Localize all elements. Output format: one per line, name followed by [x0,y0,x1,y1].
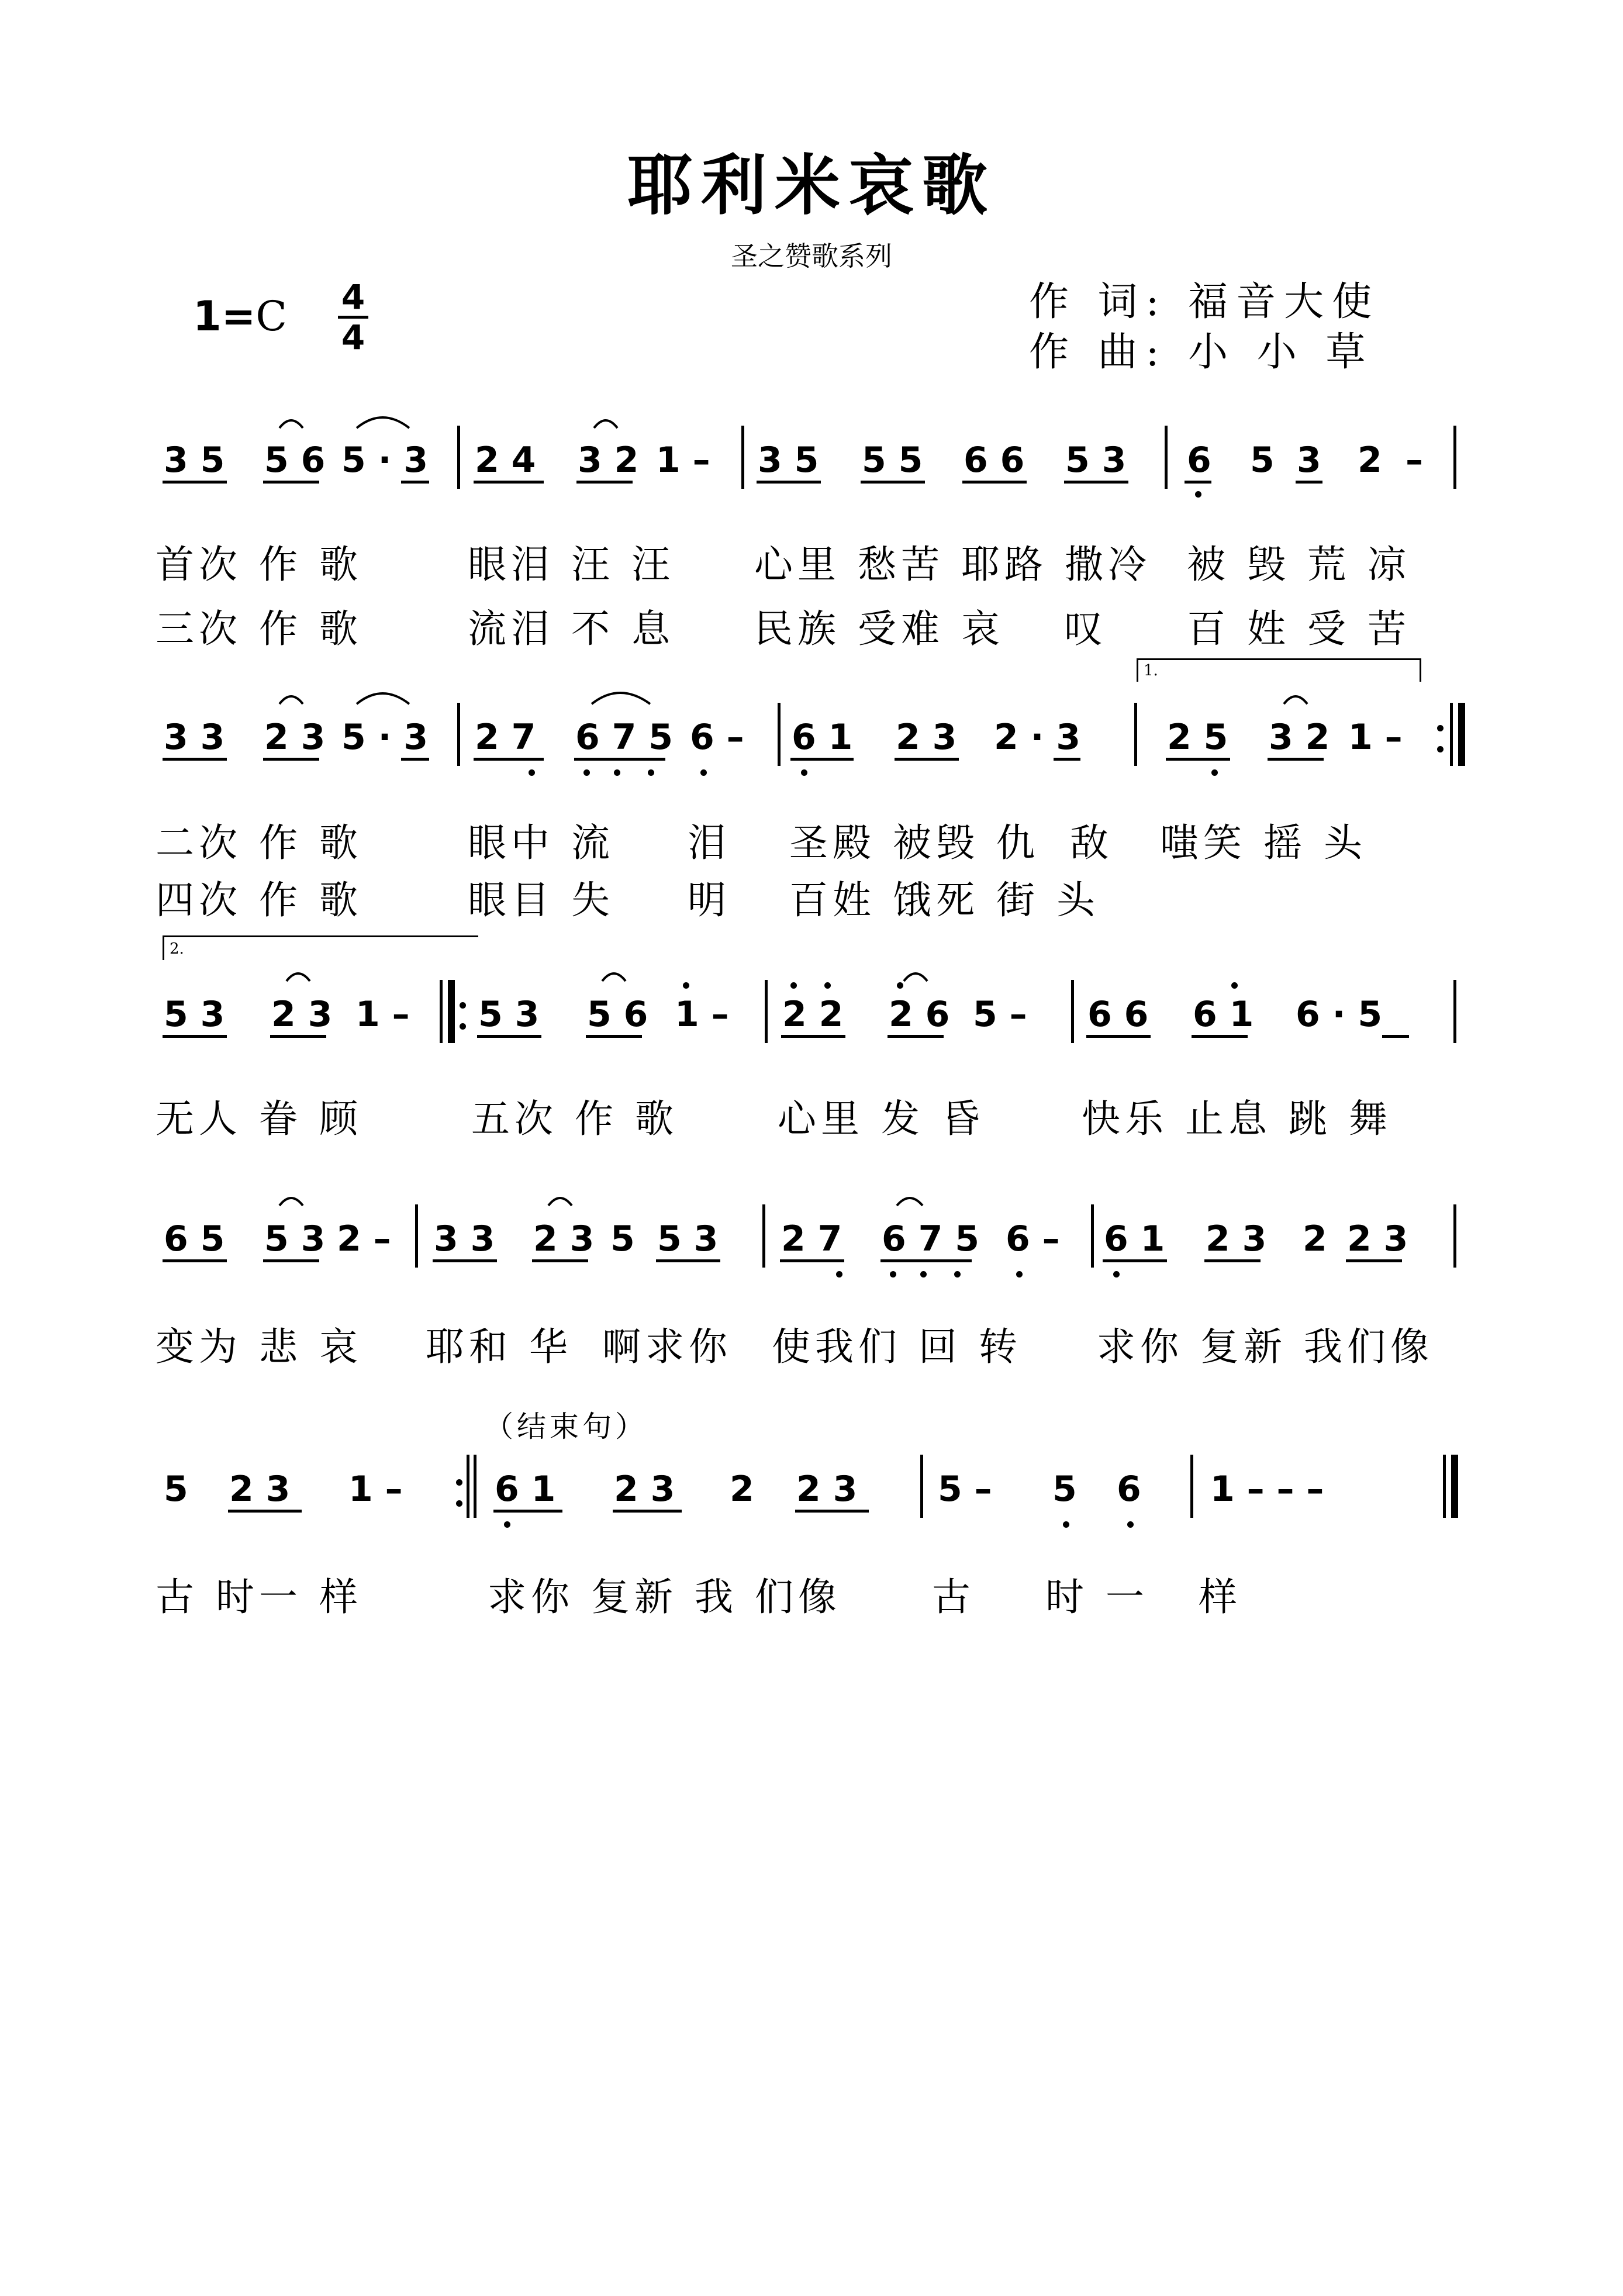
lyric-phrase: 样 [1199,1575,1242,1620]
note-group: 5 3 [164,994,225,1035]
lyric-phrase: 四次 作 歌 [156,878,362,923]
lyric-phrase: 民族 受难 哀 [754,606,1004,651]
slur [279,1198,303,1206]
slur [279,420,303,428]
note-group: 2 3 [1206,1218,1267,1259]
lyric-phrase: 心里 愁苦 耶路 撒冷 [754,542,1151,587]
lyric-phrase: 耶和 华 [426,1324,572,1369]
note-group: 2 3 [896,717,957,758]
note-group: 1 – [355,994,410,1035]
note-group: 2 6 [889,994,950,1035]
lyric-phrase: 泪 [688,820,731,865]
lyric-phrase: 百姓 饿死 街 头 [789,878,1100,923]
lyric-phrase: 求你 复新 我 们像 [488,1575,841,1620]
note: 2 [730,1469,754,1510]
lyricist-credit: 作 词: 福音大使 [1029,279,1380,325]
note-group: 5 – [973,994,1027,1035]
note-group: 5 3 [1065,440,1127,481]
lyric-phrase: 明 [688,878,731,923]
lyric-phrase: 百 姓 受 苦 [1187,606,1411,651]
lyric-phrase: 眼泪 汪 汪 [468,542,675,587]
note-group: 2 4 [475,440,536,481]
volta-number: 2. [170,940,184,958]
note-group: 5 3 [264,1218,326,1259]
note-group: 2 3 [229,1469,291,1510]
note-group: 2 7 [781,1218,842,1259]
note-group: 2 3 [1347,1218,1408,1259]
note-group: 6 7 5 [575,717,674,758]
note: 5 [1052,1469,1077,1510]
note-group: 6 1 [792,717,853,758]
note-group: 5 6 [264,440,326,481]
ending-annotation: （结束句） [484,1410,648,1444]
note-group: 6 5 [164,1218,225,1259]
lyric-phrase: 求你 复新 我们像 [1097,1324,1434,1369]
note-group: 3 2 [1269,717,1330,758]
lyric-phrase: 心里 发 昏 [778,1096,985,1141]
note-group: 2 3 [533,1218,595,1259]
slur [594,420,617,428]
note-group: 6 6 [964,440,1025,481]
note-group: 2 3 [264,717,326,758]
note: 6 [1117,1469,1141,1510]
note-group: 6 – [690,717,744,758]
lyric-phrase: 使我们 回 转 [772,1324,1022,1369]
note: 5 [164,1469,188,1510]
slur [357,693,409,704]
lyric-phrase: 快乐 止息 跳 舞 [1082,1096,1392,1141]
note-group: 6 1 [1193,994,1254,1035]
volta-number: 1. [1144,662,1158,679]
slur [548,1198,572,1206]
note-group: 5 – [938,1469,992,1510]
note-group: 5 3 [657,1218,719,1259]
composer-credit: 作 曲: 小 小 草 [1029,329,1374,375]
note-group: 1 – – – [1210,1469,1324,1510]
note-group: 6 6 [1087,994,1149,1035]
note-group: 3 5 [164,440,225,481]
lyric-phrase: 首次 作 歌 [156,542,362,587]
note: 5 [610,1218,635,1259]
lyric-phrase: 眼中 流 [468,820,614,865]
note-group: 1 – [675,994,729,1035]
note: 5 [1250,440,1275,481]
note-group: 2 – [337,1218,391,1259]
lyric-phrase: 三次 作 歌 [156,606,362,651]
note: 3 [1297,440,1321,481]
lyric-phrase: 二次 作 歌 [156,820,362,865]
note-group: 3 2 [578,440,639,481]
lyric-phrase: 古 时一 样 [156,1575,362,1620]
dash: – [1406,440,1423,481]
lyric-phrase: 时 一 [1045,1575,1149,1620]
slur [357,417,409,428]
slur [904,973,927,981]
note-group: 2 5 [1167,717,1228,758]
note: 2 [1303,1218,1327,1259]
lyric-phrase: 变为 悲 哀 [156,1324,362,1369]
lyric-phrase: 流泪 不 息 [468,606,675,651]
note-group: 3 5 [758,440,819,481]
key-letter: C [255,292,287,340]
note-group: 6 7 5 [882,1218,980,1259]
slur [279,696,303,704]
series-subtitle: 圣之赞歌系列 [731,240,892,272]
note-group: 2 3 [796,1469,858,1510]
note-group: 2 · 3 [994,717,1081,758]
note-group: 3 3 [434,1218,495,1259]
note-group: 2 7 [475,717,536,758]
note-group: 5 3 [478,994,540,1035]
note-group: 1 – [656,440,710,481]
note-group: 2 2 [782,994,844,1035]
note-group: 5 · 3 [341,717,429,758]
note-group: 6 – [1006,1218,1060,1259]
note-group: 1 – [1348,717,1403,758]
lyric-phrase: 眼目 失 [468,878,614,923]
slur [286,973,310,981]
note-group: 2 3 [614,1469,675,1510]
note-group: 5 · 3 [341,440,429,481]
time-bottom: 4 [341,317,365,357]
lyric-phrase: 被 毁 荒 凉 [1187,542,1411,587]
note-group: 5 5 [862,440,923,481]
note-group: 5 6 [587,994,648,1035]
note: 6 [1187,440,1211,481]
lyric-phrase: 敌 [1070,820,1113,865]
note-group: 6 1 [495,1469,556,1510]
lyric-phrase: 啊求你 [602,1324,732,1369]
note-group: 6 1 [1104,1218,1165,1259]
lyric-phrase: 无人 眷 顾 [156,1096,362,1141]
lyric-phrase: 古 [932,1575,975,1620]
note-group: 3 3 [164,717,225,758]
key-prefix: 1= [193,292,256,340]
slur [602,973,626,981]
slur [1284,696,1307,704]
note-group: 6 · 5 [1296,994,1383,1035]
song-title: 耶利米哀歌 [627,147,996,224]
slur [897,1198,923,1206]
lyric-phrase: 嗤笑 摇 头 [1160,820,1367,865]
lyric-phrase: 五次 作 歌 [471,1096,678,1141]
slur [592,693,650,704]
lyric-phrase: 叹 [1064,606,1107,651]
lyric-phrase: 圣殿 被毁 仇 [789,820,1040,865]
note: 2 [1358,440,1382,481]
note-group: 1 – [348,1469,403,1510]
time-top: 4 [341,277,365,317]
note-group: 2 3 [271,994,333,1035]
